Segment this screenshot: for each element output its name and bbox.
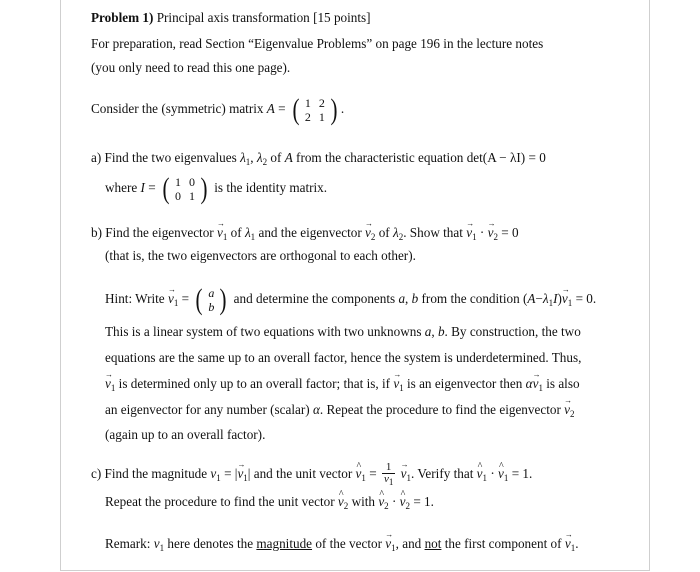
remark-line: Remark: $v_1$ here denotes the magnitude of the vector → $v_1$, and not the first component of → $v_1$. bbox=[105, 536, 579, 556]
part-b-line-1: b) Find the eigenvector → $v_1$ of $\lambda_1$ and the eigenvector → $v_2$ of $\lambda_2$. Show that → $v_1$ · → $v_2 = 0$ bbox=[91, 225, 519, 245]
hint-from: from the condition bbox=[421, 291, 520, 306]
prep-line-2: (you only need to read this one page). bbox=[91, 60, 291, 75]
para-line-3: → $v_1$ is determined only up to an overall factor; that is, if → $v_1$ is an eigenvector then $\alpha\to v_1$ is also bbox=[105, 376, 580, 396]
identity-matrix: ( 1 0 0 1 ) bbox=[162, 172, 208, 206]
remark-text-1: here denotes the bbox=[167, 536, 254, 551]
para-4b: . Repeat the procedure to find the eigenvector bbox=[319, 402, 561, 417]
part-c-line-1: c) Find the magnitude $v_1$ = |→ $v_1|$ and the unit vector ^ $v_1$ = $\frac{1}{v_1}$ → $v_1$. Verify that ^ $v_1$ · ^ $v_1 = 1$. bbox=[91, 462, 532, 490]
problem-title-text: Principal axis transformation [15 points] bbox=[156, 10, 371, 25]
para-line-2: equations are the same up to an overall factor, hence the system is underdetermined. Thus, bbox=[105, 350, 582, 365]
matrix-cell: 1 bbox=[318, 110, 325, 125]
remark-magnitude: magnitude bbox=[256, 536, 313, 551]
part-c-text-1: Find the magnitude bbox=[104, 466, 208, 482]
remark-not: not bbox=[424, 536, 442, 551]
consider-line: Consider the (symmetric) matrix A = ( 1 2 2 1 ) . bbox=[91, 93, 345, 127]
where-text: where bbox=[105, 180, 138, 195]
hint-label: Hint: Write bbox=[105, 291, 165, 306]
matrix-cell: 2 bbox=[304, 110, 311, 125]
para-line-5: (again up to an overall factor). bbox=[105, 427, 266, 442]
vector-component: a bbox=[208, 286, 215, 301]
part-c-line2b: with bbox=[351, 494, 376, 509]
matrix-name: A bbox=[266, 101, 275, 116]
part-b-text-1: Find the eigenvector bbox=[105, 225, 214, 240]
matrix-cell: 0 bbox=[174, 189, 181, 204]
consider-text: Consider the (symmetric) matrix bbox=[91, 101, 264, 116]
part-c-line-2: Repeat the procedure to find the unit vector ^ $v_2$ with ^ $v_2$ · ^ $v_2 = 1$. bbox=[105, 494, 434, 514]
matrix-A: ( 1 2 2 1 ) bbox=[292, 93, 338, 127]
para-3c: is also bbox=[546, 376, 580, 391]
part-a-text-3: from the characteristic equation bbox=[296, 150, 464, 165]
part-c-line2a: Repeat the procedure to find the unit vector bbox=[105, 494, 335, 509]
identity-text: is the identity matrix. bbox=[214, 180, 328, 195]
matrix-cell: 1 bbox=[188, 189, 195, 204]
para-1-end: . By construction, the two bbox=[444, 324, 581, 339]
remark-text-4: the first component of bbox=[444, 536, 562, 551]
remark-text-2: of the vector bbox=[315, 536, 382, 551]
matrix-cell: 1 bbox=[174, 175, 181, 190]
para-3a: is determined only up to an overall factor; that is, if bbox=[118, 376, 391, 391]
hint-rest: and determine the components bbox=[233, 291, 396, 306]
vector-component: b bbox=[208, 300, 215, 315]
matrix-cell: 1 bbox=[304, 96, 311, 111]
part-c-verify: Verify that bbox=[417, 466, 474, 482]
para-line-1: This is a linear system of two equations with two unknowns a, b. By construction, the two bbox=[105, 324, 581, 339]
para-line-4: an eigenvector for any number (scalar) α. Repeat the procedure to find the eigenvector → $v_2$ bbox=[105, 402, 575, 422]
part-b-line-2: (that is, the two eigenvectors are orthogonal to each other). bbox=[105, 248, 416, 263]
part-b-label: b) bbox=[91, 225, 102, 240]
part-a-line-2: where I = ( 1 0 0 1 ) is the identity matrix. bbox=[105, 172, 328, 206]
fraction: $\frac{1}{v_1}$ bbox=[383, 461, 394, 487]
hint-line: Hint: Write → $v_1$ = ( a b ) and determine the components a, b from the condition $(A-\lambda_1I)\to v_1 = 0$. bbox=[105, 284, 596, 318]
problem-label: Problem 1) bbox=[91, 10, 154, 25]
hint-vector: ( a b ) bbox=[195, 283, 227, 317]
matrix-cell: 2 bbox=[318, 96, 325, 111]
characteristic-equation: det(A − λI) = 0 bbox=[466, 150, 546, 165]
prep-line-1: For preparation, read Section “Eigenvalue Problems” on page 196 in the lecture notes bbox=[91, 36, 544, 51]
para-4a: an eigenvector for any number (scalar) bbox=[105, 402, 310, 417]
para-3b: is an eigenvector then bbox=[406, 376, 523, 391]
part-b-text-2: and the eigenvector bbox=[258, 225, 362, 240]
part-c-text-2: and the unit vector bbox=[253, 466, 353, 482]
remark-label: Remark: bbox=[105, 536, 151, 551]
part-a-text: Find the two eigenvalues bbox=[104, 150, 237, 165]
problem-title bbox=[91, 10, 371, 26]
part-a-label: a) bbox=[91, 150, 102, 165]
part-a-line-1: a) Find the two eigenvalues $\lambda_1$, $\lambda_2$ of A from the characteristic equation det(A − λI) = 0 bbox=[91, 150, 546, 167]
part-a-text-2: of bbox=[270, 150, 282, 165]
part-b-show: Show that bbox=[409, 225, 463, 240]
para-1-text: This is a linear system of two equations with two unknowns bbox=[105, 324, 422, 339]
part-c-label: c) bbox=[91, 466, 102, 482]
remark-text-3: , and bbox=[395, 536, 422, 551]
matrix-cell: 0 bbox=[188, 175, 195, 190]
